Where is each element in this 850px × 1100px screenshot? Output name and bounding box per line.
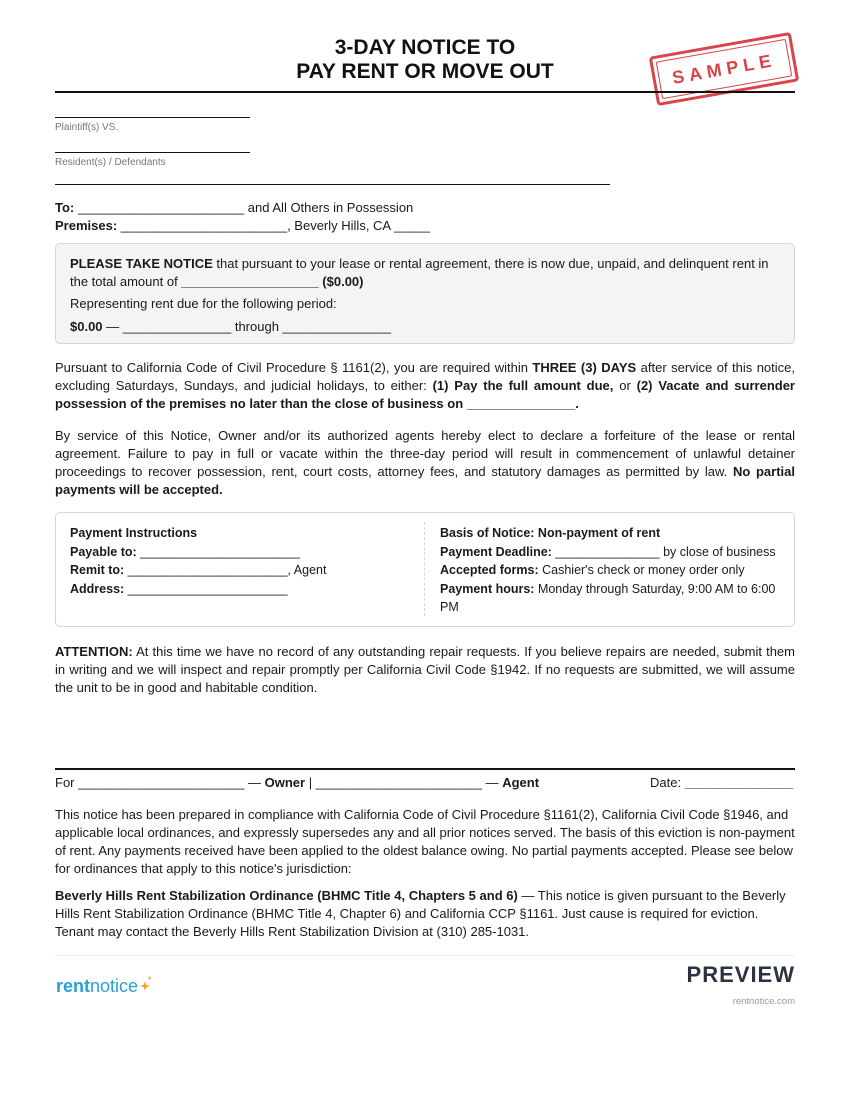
forfeiture-paragraph <box>55 427 795 499</box>
demand-text-c: after service of this notice, excluding Saturdays, Sundays, and judicial holidays, to either: <box>55 360 796 393</box>
demand-text-a: Pursuant to California Code of Civil Procedure § 1161(2), you are required within <box>55 360 533 375</box>
ordinance-text: — This notice is given pursuant to the Beverly Hills Rent Stabilization Ordinance (BHMC Title 4, Chapter 6) and California CCP §1161. Just cause is required for eviction. Tenant may contact the Beverly Hills Rent Stabilization Division at (310) 285-1031. <box>55 888 786 939</box>
period-amount: $0.00 <box>70 319 103 334</box>
address-label: Address: <box>70 581 125 596</box>
sample-stamp: SAMPLE <box>649 32 799 106</box>
option-pay: (1) Pay the full amount due, <box>432 378 614 393</box>
notice-title-line1: 3-DAY NOTICE TO <box>334 36 516 59</box>
payment-box-divider <box>424 522 425 616</box>
period-range: — _______________ through _______________ <box>102 319 391 334</box>
preview-label: PREVIEW <box>686 962 795 987</box>
compliance-paragraph: This notice has been prepared in compliance with California Code of Civil Procedure §1161(2), California Civil Code §1946, and applicable local ordinances, and expressly supersedes any and all prior notices served. The basis of this eviction is non-payment of rent. Any payments received have been applied to the oldest balance owing. No partial payments accepted. Please see below for ordinances that apply to this notice's jurisdiction: <box>55 807 795 876</box>
agent-label: Agent <box>502 775 540 790</box>
notice-basis <box>440 524 785 617</box>
forfeiture-text: By service of this Notice, Owner and/or its authorized agents hereby elect to declare a forfeiture of the lease or rental agreement. Failure to pay in full or vacate within the three-day period will result in commencement of unlawful detainer proceedings to recover possession, rent, court costs, attorney fees, and statutory damages as permitted by law. <box>55 428 795 479</box>
site-url: rentnotice.com <box>732 996 795 1007</box>
date-label: Date: <box>650 775 685 790</box>
signature-rule <box>55 768 795 770</box>
premises-label: Premises: <box>55 218 118 233</box>
attention-paragraph <box>55 643 795 697</box>
to-label: To: <box>55 200 75 215</box>
rentnotice-logo <box>56 975 153 998</box>
date-blank: _______________ <box>684 775 794 790</box>
premises-line <box>55 217 430 235</box>
payable-blank: _______________________ <box>136 544 301 559</box>
premises-blank: _______________________ <box>120 218 288 233</box>
agent-blank: | _______________________ — <box>305 775 503 790</box>
option-vacate: (2) Vacate and surrender possession of the premises no later than the close of business on _______________. <box>55 378 795 411</box>
to-line <box>55 199 413 217</box>
notice-lead-text: that pursuant to your lease or rental agreement, there is now due, unpaid, and delinquent rent in the total amount of <box>70 256 769 289</box>
title-rule <box>55 91 795 93</box>
amount-value: ($0.00) <box>322 274 364 289</box>
signature-line <box>55 774 539 792</box>
address-blank: _______________________ <box>124 581 288 596</box>
no-partial-payments: No partial payments will be accepted. <box>55 464 795 497</box>
demand-text-or: or <box>613 378 637 393</box>
payment-instructions-title: Payment Instructions <box>70 526 198 540</box>
three-days: THREE (3) DAYS <box>532 360 637 375</box>
amount-blank: ___________________ <box>181 274 319 289</box>
logo-rent: rent <box>56 976 91 996</box>
ordinance-paragraph <box>55 887 795 941</box>
owner-label: Owner <box>264 775 306 790</box>
forms-label: Accepted forms: <box>440 563 539 577</box>
remit-blank: _______________________, Agent <box>124 563 327 577</box>
date-line <box>650 774 793 792</box>
plaintiff-line <box>55 117 250 118</box>
footer-rule <box>55 955 795 956</box>
payable-label: Payable to: <box>70 544 137 559</box>
for-blank: For _______________________ — <box>55 775 265 790</box>
notice-amount-text <box>70 255 776 291</box>
payment-instructions <box>70 524 410 598</box>
basis-title: Basis of Notice: Non-payment of rent <box>440 526 661 540</box>
forms-value: Cashier's check or money order only <box>538 563 745 577</box>
resident-label: Resident(s) / Defendants <box>55 157 166 168</box>
attention-label: ATTENTION: <box>55 644 133 659</box>
hours-label: Payment hours: <box>440 581 535 596</box>
period-text: Representing rent due for the following period: <box>70 296 337 311</box>
to-blank: _______________________ <box>77 200 245 215</box>
to-suffix: and All Others in Possession <box>247 200 414 215</box>
notice-box <box>55 243 795 344</box>
notice-title-line2: PAY RENT OR MOVE OUT <box>296 60 554 83</box>
parties-rule <box>55 184 610 185</box>
deadline-label: Payment Deadline: <box>440 544 552 559</box>
hours-value: Monday through Saturday, 9:00 AM to 6:00 PM <box>440 581 776 614</box>
logo-notice: notice <box>90 976 139 996</box>
ordinance-title: Beverly Hills Rent Stabilization Ordinance (BHMC Title 4, Chapters 5 and 6) <box>55 888 518 903</box>
please-take-notice: PLEASE TAKE NOTICE <box>70 256 213 271</box>
period-line <box>70 318 391 336</box>
plaintiff-label: Plaintiff(s) VS. <box>55 122 119 133</box>
demand-paragraph <box>55 359 795 413</box>
premises-suffix: , Beverly Hills, CA _____ <box>287 218 431 233</box>
remit-label: Remit to: <box>70 563 125 577</box>
resident-line <box>55 152 250 153</box>
deadline-value: _______________ by close of business <box>551 544 776 559</box>
sparkle-icon <box>139 975 153 998</box>
attention-text: At this time we have no record of any outstanding repair requests. If you believe repairs are needed, submit them in writing and we will inspect and repair promptly per California Civil Code §1942. If no requests are submitted, we will assume the unit to be in good and habitable condition. <box>55 644 795 695</box>
